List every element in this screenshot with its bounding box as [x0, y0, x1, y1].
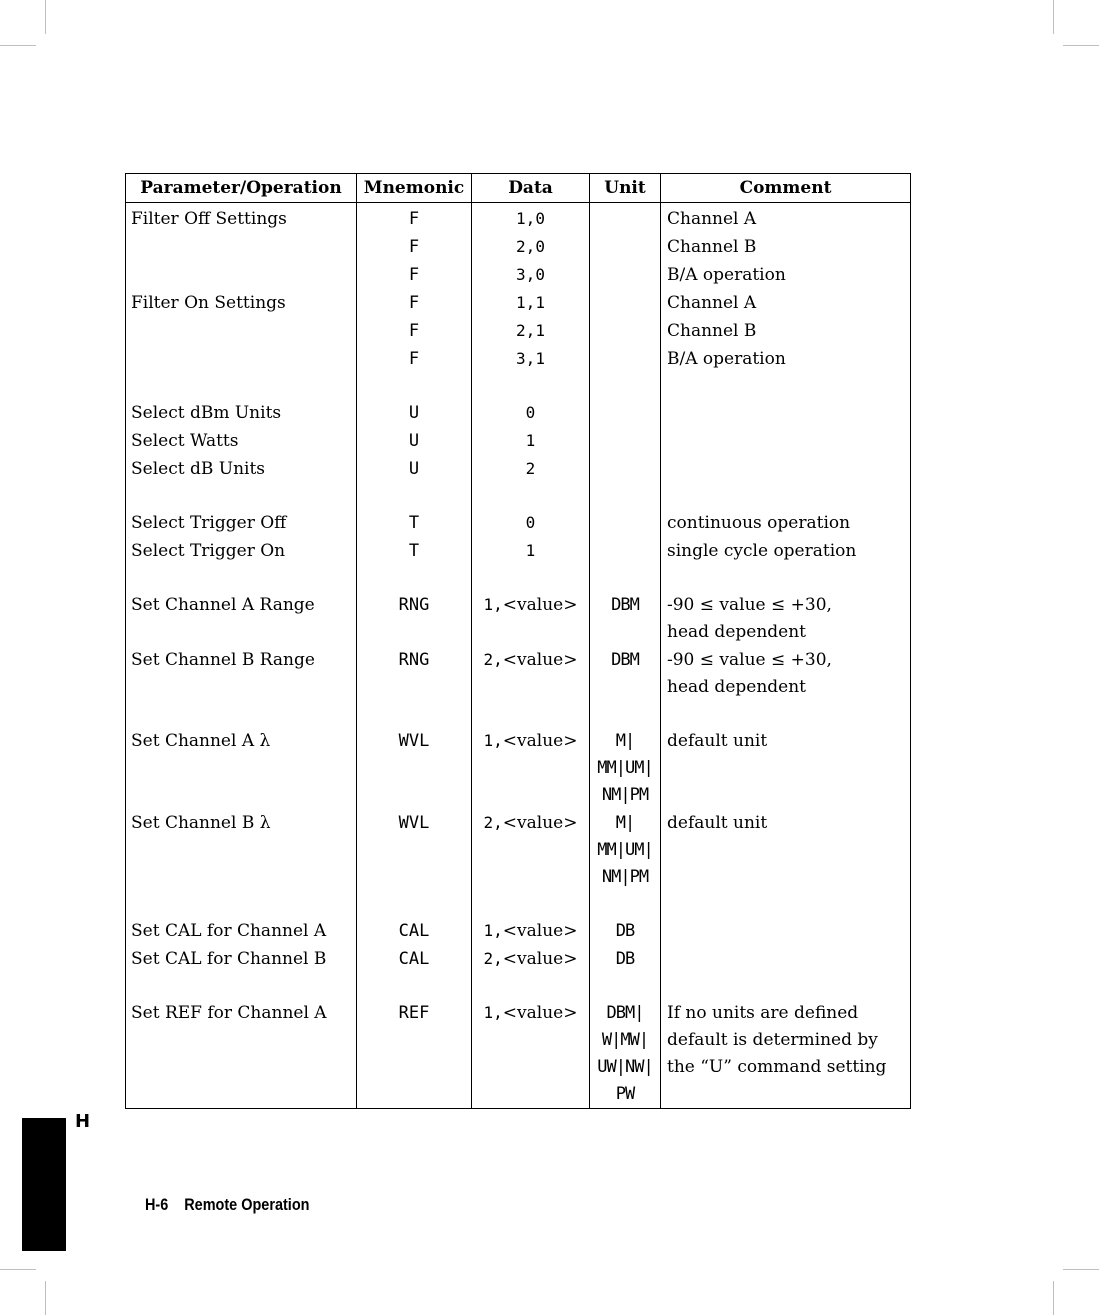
cell-unit: DBM — [590, 591, 661, 619]
cell-data — [472, 917, 590, 945]
cell-mnemonic — [357, 701, 472, 727]
cell-parameter: Filter Off Settings — [126, 203, 357, 234]
cell-comment — [661, 837, 911, 864]
data-channel: 2, — [483, 813, 503, 832]
table-row — [126, 864, 911, 891]
cell-data — [472, 427, 590, 455]
cell-unit — [590, 203, 661, 234]
cell-comment — [661, 755, 911, 782]
cell-data — [472, 345, 590, 373]
page-number: H-6 — [145, 1195, 169, 1214]
cell-data — [472, 1027, 590, 1054]
data-channel: 3,0 — [516, 265, 545, 284]
cell-mnemonic: WVL — [357, 809, 472, 837]
cell-mnemonic: F — [357, 345, 472, 373]
cell-mnemonic — [357, 782, 472, 809]
cell-mnemonic: F — [357, 317, 472, 345]
cell-comment: B/A operation — [661, 261, 911, 289]
data-channel: 2,1 — [516, 321, 545, 340]
data-value-token: <value> — [502, 1003, 578, 1023]
cell-parameter — [126, 755, 357, 782]
cell-data — [472, 203, 590, 234]
cell-data — [472, 945, 590, 973]
data-channel: 1 — [525, 541, 536, 560]
cell-unit: DB — [590, 917, 661, 945]
cell-parameter: Set Channel A Range — [126, 591, 357, 619]
cell-comment: the “U” command setting — [661, 1054, 911, 1081]
cell-unit — [590, 701, 661, 727]
cell-comment: Channel A — [661, 289, 911, 317]
cell-comment: B/A operation — [661, 345, 911, 373]
cell-data — [472, 483, 590, 509]
cell-mnemonic: REF — [357, 999, 472, 1027]
table-row — [126, 591, 911, 619]
cell-data — [472, 701, 590, 727]
table-row — [126, 261, 911, 289]
cell-data — [472, 727, 590, 755]
cell-parameter — [126, 782, 357, 809]
cell-parameter — [126, 891, 357, 917]
cell-mnemonic: F — [357, 203, 472, 234]
cell-data — [472, 973, 590, 999]
table-row — [126, 701, 911, 727]
cell-mnemonic — [357, 837, 472, 864]
cell-mnemonic: WVL — [357, 727, 472, 755]
cell-parameter: Set CAL for Channel B — [126, 945, 357, 973]
table-row — [126, 727, 911, 755]
cell-mnemonic: RNG — [357, 591, 472, 619]
cell-mnemonic — [357, 755, 472, 782]
table-row — [126, 233, 911, 261]
cell-data — [472, 591, 590, 619]
cell-comment: head dependent — [661, 619, 911, 646]
cell-unit: MM|UM| — [590, 837, 661, 864]
table-row — [126, 973, 911, 999]
cell-unit — [590, 619, 661, 646]
cell-comment — [661, 917, 911, 945]
cell-parameter: Set Channel A λ — [126, 727, 357, 755]
cell-mnemonic — [357, 864, 472, 891]
cell-parameter: Select Watts — [126, 427, 357, 455]
data-value-token: <value> — [502, 650, 578, 670]
table-header-row — [126, 174, 911, 203]
table-row — [126, 317, 911, 345]
cell-data — [472, 233, 590, 261]
data-channel: 1,0 — [516, 209, 545, 228]
cell-mnemonic: F — [357, 261, 472, 289]
table-row — [126, 1027, 911, 1054]
table-row — [126, 837, 911, 864]
cell-unit — [590, 455, 661, 483]
data-channel: 1 — [525, 431, 536, 450]
data-channel: 2,0 — [516, 237, 545, 256]
cell-unit: MM|UM| — [590, 755, 661, 782]
data-value-token: <value> — [502, 949, 578, 969]
command-table — [125, 173, 911, 1109]
cell-mnemonic: F — [357, 289, 472, 317]
cell-data — [472, 809, 590, 837]
table-row — [126, 509, 911, 537]
cell-parameter: Select Trigger On — [126, 537, 357, 565]
crop-mark — [1063, 1269, 1099, 1270]
cell-comment — [661, 455, 911, 483]
cell-comment: default unit — [661, 727, 911, 755]
cell-comment: If no units are defined — [661, 999, 911, 1027]
crop-mark — [1053, 0, 1054, 34]
cell-unit — [590, 565, 661, 591]
cell-comment: Channel A — [661, 203, 911, 234]
cell-data — [472, 999, 590, 1027]
cell-comment: Channel B — [661, 233, 911, 261]
crop-mark — [1063, 45, 1099, 46]
cell-parameter — [126, 565, 357, 591]
cell-parameter — [126, 619, 357, 646]
cell-unit — [590, 373, 661, 399]
header-comment: Comment — [661, 174, 911, 203]
cell-parameter: Set Channel B λ — [126, 809, 357, 837]
crop-mark — [0, 45, 36, 46]
cell-parameter: Select dBm Units — [126, 399, 357, 427]
cell-unit — [590, 345, 661, 373]
data-channel: 1, — [483, 1003, 503, 1022]
cell-unit: M| — [590, 809, 661, 837]
section-title: Remote Operation — [184, 1195, 310, 1214]
table-row — [126, 755, 911, 782]
cell-mnemonic — [357, 674, 472, 701]
cell-parameter: Select dB Units — [126, 455, 357, 483]
cell-parameter: Set Channel B Range — [126, 646, 357, 674]
cell-comment: Channel B — [661, 317, 911, 345]
cell-unit: DBM| — [590, 999, 661, 1027]
table-row — [126, 891, 911, 917]
cell-unit — [590, 289, 661, 317]
header-mnemonic: Mnemonic — [357, 174, 472, 203]
cell-unit — [590, 399, 661, 427]
data-channel: 3,1 — [516, 349, 545, 368]
table-row — [126, 289, 911, 317]
cell-comment — [661, 399, 911, 427]
table-row — [126, 999, 911, 1027]
cell-comment — [661, 782, 911, 809]
cell-unit — [590, 261, 661, 289]
data-channel: 1, — [483, 731, 503, 750]
cell-parameter — [126, 701, 357, 727]
cell-unit — [590, 891, 661, 917]
data-channel: 1, — [483, 595, 503, 614]
cell-parameter — [126, 233, 357, 261]
cell-comment: continuous operation — [661, 509, 911, 537]
cell-unit: NM|PM — [590, 782, 661, 809]
cell-parameter — [126, 345, 357, 373]
cell-data — [472, 619, 590, 646]
cell-unit — [590, 317, 661, 345]
cell-data — [472, 399, 590, 427]
table-row — [126, 427, 911, 455]
cell-comment — [661, 864, 911, 891]
data-channel: 2, — [483, 650, 503, 669]
table-row — [126, 646, 911, 674]
table-row — [126, 917, 911, 945]
data-value-token: <value> — [502, 731, 578, 751]
cell-mnemonic — [357, 565, 472, 591]
cell-comment — [661, 701, 911, 727]
cell-mnemonic: RNG — [357, 646, 472, 674]
table-row — [126, 1081, 911, 1109]
table-row — [126, 565, 911, 591]
cell-unit — [590, 233, 661, 261]
cell-parameter — [126, 483, 357, 509]
cell-data — [472, 509, 590, 537]
cell-unit — [590, 427, 661, 455]
cell-mnemonic: CAL — [357, 945, 472, 973]
crop-mark — [45, 0, 46, 34]
cell-unit — [590, 674, 661, 701]
cell-parameter — [126, 837, 357, 864]
cell-mnemonic — [357, 891, 472, 917]
cell-unit — [590, 509, 661, 537]
cell-data — [472, 1054, 590, 1081]
cell-mnemonic: U — [357, 399, 472, 427]
table-row — [126, 373, 911, 399]
cell-mnemonic — [357, 483, 472, 509]
cell-unit — [590, 537, 661, 565]
data-value-token: <value> — [502, 921, 578, 941]
cell-parameter — [126, 674, 357, 701]
cell-mnemonic: F — [357, 233, 472, 261]
cell-data — [472, 455, 590, 483]
cell-unit: NM|PM — [590, 864, 661, 891]
cell-parameter — [126, 973, 357, 999]
cell-comment: -90 ≤ value ≤ +30, — [661, 591, 911, 619]
data-channel: 2 — [525, 459, 536, 478]
cell-comment — [661, 891, 911, 917]
cell-comment — [661, 373, 911, 399]
cell-parameter: Set REF for Channel A — [126, 999, 357, 1027]
cell-mnemonic: T — [357, 509, 472, 537]
cell-unit: DBM — [590, 646, 661, 674]
cell-mnemonic — [357, 973, 472, 999]
cell-mnemonic: T — [357, 537, 472, 565]
cell-mnemonic: CAL — [357, 917, 472, 945]
cell-mnemonic — [357, 619, 472, 646]
cell-parameter — [126, 1054, 357, 1081]
data-channel: 1,1 — [516, 293, 545, 312]
cell-comment — [661, 427, 911, 455]
cell-comment — [661, 483, 911, 509]
table-row — [126, 809, 911, 837]
cell-unit: DB — [590, 945, 661, 973]
cell-data — [472, 261, 590, 289]
cell-comment: default is determined by — [661, 1027, 911, 1054]
cell-parameter — [126, 1081, 357, 1109]
cell-data — [472, 317, 590, 345]
cell-unit: W|MW| — [590, 1027, 661, 1054]
header-unit: Unit — [590, 174, 661, 203]
cell-parameter — [126, 1027, 357, 1054]
cell-unit — [590, 483, 661, 509]
cell-parameter — [126, 261, 357, 289]
data-channel: 0 — [525, 403, 536, 422]
header-data: Data — [472, 174, 590, 203]
data-value-token: <value> — [502, 595, 578, 615]
cell-data — [472, 891, 590, 917]
cell-comment — [661, 1081, 911, 1109]
section-letter: H — [75, 1111, 91, 1132]
cell-data — [472, 289, 590, 317]
cell-comment — [661, 945, 911, 973]
crop-mark — [45, 1281, 46, 1315]
cell-mnemonic: U — [357, 427, 472, 455]
cell-mnemonic — [357, 1027, 472, 1054]
cell-mnemonic: U — [357, 455, 472, 483]
cell-data — [472, 1081, 590, 1109]
cell-comment: -90 ≤ value ≤ +30, — [661, 646, 911, 674]
cell-comment — [661, 565, 911, 591]
cell-comment: single cycle operation — [661, 537, 911, 565]
cell-parameter — [126, 373, 357, 399]
cell-parameter — [126, 317, 357, 345]
table-body — [126, 203, 911, 1109]
page-footer — [145, 1195, 309, 1215]
table-row — [126, 537, 911, 565]
cell-mnemonic — [357, 1054, 472, 1081]
crop-mark — [1053, 1281, 1054, 1315]
table-row — [126, 619, 911, 646]
cell-unit: PW — [590, 1081, 661, 1109]
cell-mnemonic — [357, 373, 472, 399]
cell-comment — [661, 973, 911, 999]
table-row — [126, 345, 911, 373]
cell-parameter: Set CAL for Channel A — [126, 917, 357, 945]
cell-comment: default unit — [661, 809, 911, 837]
cell-mnemonic — [357, 1081, 472, 1109]
table-row — [126, 399, 911, 427]
table-row — [126, 782, 911, 809]
cell-parameter: Select Trigger Off — [126, 509, 357, 537]
cell-parameter — [126, 864, 357, 891]
table-row — [126, 945, 911, 973]
data-channel: 2, — [483, 949, 503, 968]
cell-unit: UW|NW| — [590, 1054, 661, 1081]
table-row — [126, 1054, 911, 1081]
table-row — [126, 483, 911, 509]
data-channel: 1, — [483, 921, 503, 940]
table-row — [126, 674, 911, 701]
cell-data — [472, 565, 590, 591]
cell-data — [472, 864, 590, 891]
crop-mark — [0, 1269, 36, 1270]
table-row — [126, 203, 911, 234]
cell-data — [472, 782, 590, 809]
cell-data — [472, 646, 590, 674]
cell-unit: M| — [590, 727, 661, 755]
cell-unit — [590, 973, 661, 999]
cell-data — [472, 837, 590, 864]
cell-data — [472, 537, 590, 565]
table-row — [126, 455, 911, 483]
header-parameter: Parameter/Operation — [126, 174, 357, 203]
cell-data — [472, 674, 590, 701]
cell-data — [472, 373, 590, 399]
cell-comment: head dependent — [661, 674, 911, 701]
section-tab — [22, 1118, 66, 1251]
cell-parameter: Filter On Settings — [126, 289, 357, 317]
data-value-token: <value> — [502, 813, 578, 833]
cell-data — [472, 755, 590, 782]
data-channel: 0 — [525, 513, 536, 532]
